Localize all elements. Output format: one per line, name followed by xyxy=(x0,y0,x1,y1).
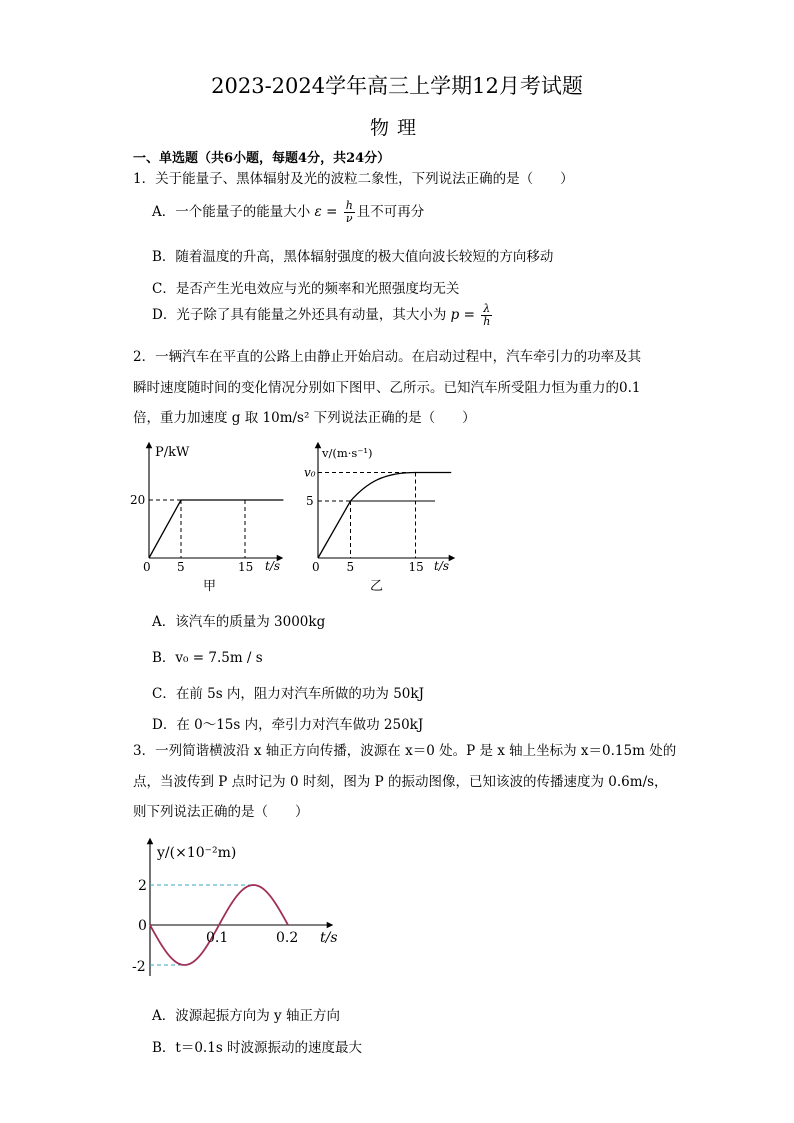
velocity-ramp-line xyxy=(318,501,351,558)
jia-tick-15: 15 xyxy=(238,560,254,574)
q2-option-a[interactable]: A．该汽车的质量为 3000kg xyxy=(152,614,326,630)
q1-a-post: 且不可再分 xyxy=(356,204,425,220)
vib-tick-0.2: 0.2 xyxy=(276,930,299,946)
vib-tick-0.1: 0.1 xyxy=(206,930,229,946)
yi-xlabel: t/s xyxy=(434,559,450,573)
q1-d-den: h xyxy=(483,315,491,328)
q1-option-c[interactable]: C．是否产生光电效应与光的频率和光照强度均无关 xyxy=(152,281,460,297)
chart-jia xyxy=(125,440,285,595)
chart-vibration xyxy=(125,838,355,988)
q1-d-num: λ xyxy=(481,303,492,316)
q2-line1: 2．一辆汽车在平直的公路上由静止开始启动。在启动过程中，汽车牵引力的功率及其 xyxy=(133,349,642,365)
page-title: 2023-2024学年高三上学期12月考试题 xyxy=(211,74,583,98)
jia-tick-0: 0 xyxy=(143,560,151,574)
velocity-curve xyxy=(351,473,416,502)
yi-ylabel: v/(m·s⁻¹) xyxy=(322,446,373,460)
q2-option-d[interactable]: D．在 0～15s 内，牵引力对汽车做功 250kJ xyxy=(152,717,424,733)
q2-option-c[interactable]: C．在前 5s 内，阻力对汽车所做的功为 50kJ xyxy=(152,686,424,702)
vib-ytick-neg2: -2 xyxy=(132,959,146,975)
yi-tick-15: 15 xyxy=(408,560,424,574)
q1-d-fraction xyxy=(481,303,492,327)
vib-ytick-2: 2 xyxy=(138,878,147,894)
chart-yi xyxy=(292,440,457,595)
q1-option-a[interactable]: A．一个能量子的能量大小 ε = $\frac{h}{\nu}$ 且不可再分 xyxy=(152,199,425,225)
yi-ytick-5: 5 xyxy=(306,494,314,508)
q1-a-var: ε xyxy=(314,204,322,220)
vib-ytick-0: 0 xyxy=(138,918,147,934)
q1-stem: 1．关于能量子、黑体辐射及光的波粒二象性，下列说法正确的是（ ） xyxy=(133,171,574,187)
q1-d-text: D．光子除了具有能量之外还具有动量，其大小为 xyxy=(152,307,447,323)
q2-line2: 瞬时速度随时间的变化情况分别如下图甲、乙所示。已知汽车所受阻力恒为重力的0.1 xyxy=(133,380,641,396)
q1-option-d[interactable]: D．光子除了具有能量之外还具有动量，其大小为 p = $\frac{\lambda}{h}$ xyxy=(152,302,491,328)
q1-a-den: ν xyxy=(345,212,353,225)
jia-tick-5: 5 xyxy=(177,560,185,574)
jia-ytick-20: 20 xyxy=(130,493,146,507)
q1-a-fraction xyxy=(344,200,355,224)
q3-line2: 点，当波传到 P 点时记为 0 时刻，图为 P 的振动图像，已知该波的传播速度为 0.6m/s， xyxy=(133,774,668,790)
yi-ytick-v0: v₀ xyxy=(304,465,316,480)
jia-ylabel: P/kW xyxy=(155,445,190,460)
q2-option-b[interactable]: B．v₀ = 7.5m / s xyxy=(152,650,263,666)
jia-xlabel: t/s xyxy=(265,559,281,573)
q3-line1: 3．一列简谐横波沿 x 轴正方向传播，波源在 x＝0 处。P 是 x 轴上坐标为 x＝0.15m 处的 xyxy=(133,743,677,759)
q1-a-text: A．一个能量子的能量大小 xyxy=(152,204,311,220)
vib-ylabel: y/(×10⁻²m) xyxy=(157,845,237,861)
q3-option-b[interactable]: B．t＝0.1s 时波源振动的速度最大 xyxy=(152,1040,363,1056)
section-heading: 一、单选题（共6小题，每题4分，共24分） xyxy=(133,151,391,166)
jia-caption: 甲 xyxy=(203,579,217,594)
q2-line3: 倍，重力加速度 g 取 10m/s² 下列说法正确的是（ ） xyxy=(133,410,476,426)
q3-line3: 则下列说法正确的是（ ） xyxy=(133,804,309,820)
subject-title: 物理 xyxy=(369,117,424,139)
power-ramp-line xyxy=(149,500,181,558)
yi-caption: 乙 xyxy=(370,579,384,594)
yi-tick-5: 5 xyxy=(346,560,355,574)
q1-option-b[interactable]: B．随着温度的升高，黑体辐射强度的极大值向波长较短的方向移动 xyxy=(152,249,554,265)
yi-tick-0: 0 xyxy=(312,560,320,574)
q3-option-a[interactable]: A．波源起振方向为 y 轴正方向 xyxy=(152,1008,340,1024)
q1-d-var: p xyxy=(450,307,460,323)
vib-xlabel: t/s xyxy=(320,930,338,946)
q1-a-num: h xyxy=(345,199,353,213)
